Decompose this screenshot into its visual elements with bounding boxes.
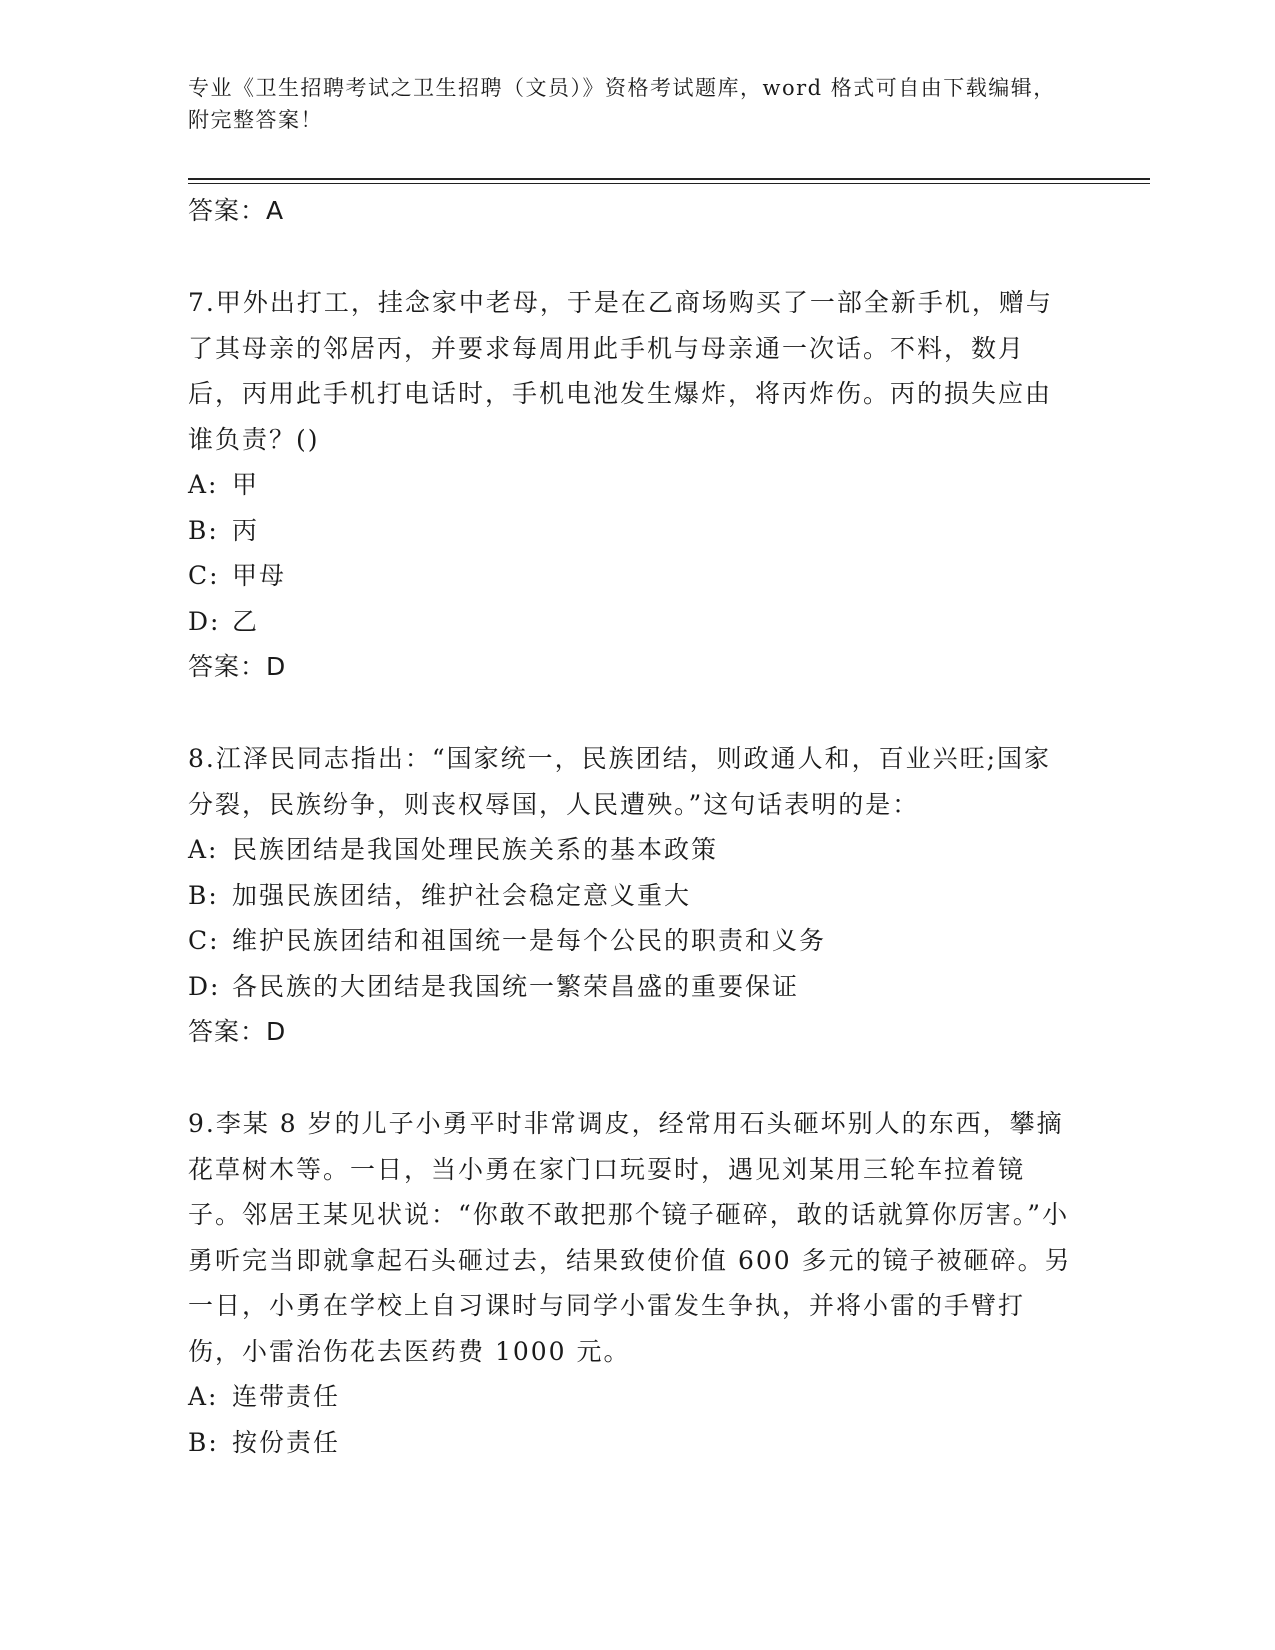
- header-text: 专业《卫生招聘考试之卫生招聘（文员）》资格考试题库，word 格式可自由下载编辑，附完整答案！: [188, 76, 1056, 132]
- option-b: [188, 873, 1078, 919]
- option-key: A:: [188, 835, 219, 864]
- question-9: 9.李某 8 岁的儿子小勇平时非常调皮，经常用石头砸坏别人的东西，攀摘花草树木等。一日，当小勇在家门口玩耍时，遇见刘某用三轮车拉着镜子。邻居王某见状说：“你敢不敢把那个镜子砸碎，敢的话就算你厉害。”小勇听完当即就拿起石头砸过去，结果致使价值 600 多元的镜子被砸碎。另一日，小勇在学校上自习课时与同学小雷发生争执，并将小雷的手臂打伤，小雷治伤花去医药费 1000 元。: [188, 1109, 1072, 1366]
- option-key: B:: [188, 880, 219, 910]
- option-text: 丙: [232, 515, 260, 545]
- option-text: 甲: [232, 470, 260, 499]
- answer-line: 答案：D: [188, 652, 287, 681]
- option-d: [188, 599, 1078, 645]
- header-divider-thick: [188, 178, 1150, 180]
- document-body: [188, 188, 1078, 1465]
- answer-line: 答案：A: [188, 196, 285, 225]
- option-c: [188, 918, 1078, 964]
- option-text: 连带责任: [232, 1382, 341, 1411]
- option-b: [188, 1420, 1078, 1466]
- option-d: [188, 964, 1078, 1010]
- option-key: C:: [188, 926, 220, 955]
- header-divider-thin: [188, 183, 1150, 184]
- option-key: A:: [188, 1382, 219, 1411]
- option-b: [188, 508, 1078, 554]
- option-key: B:: [188, 1427, 219, 1457]
- option-text: 乙: [232, 606, 260, 636]
- question-8: 8.江泽民同志指出：“国家统一，民族团结，则政通人和，百业兴旺;国家分裂，民族纷争，则丧权辱国，人民遭殃。”这句话表明的是：: [188, 744, 1052, 819]
- option-text: 民族团结是我国处理民族关系的基本政策: [232, 835, 719, 864]
- option-text: 甲母: [232, 561, 287, 590]
- option-a: [188, 462, 1078, 508]
- option-text: 加强民族团结，维护社会稳定意义重大: [232, 880, 692, 910]
- option-text: 维护民族团结和祖国统一是每个公民的职责和义务: [232, 926, 827, 955]
- option-a: [188, 1374, 1078, 1420]
- option-a: [188, 827, 1078, 873]
- option-key: D:: [188, 971, 221, 1001]
- option-key: C:: [188, 561, 220, 590]
- answer-line: 答案：D: [188, 1017, 287, 1046]
- option-key: A:: [188, 470, 219, 499]
- option-text: 按份责任: [232, 1427, 341, 1457]
- option-c: [188, 553, 1078, 599]
- option-key: D:: [188, 606, 221, 636]
- question-7: 7.甲外出打工，挂念家中老母，于是在乙商场购买了一部全新手机，赠与了其母亲的邻居丙，并要求每周用此手机与母亲通一次话。不料，数月后，丙用此手机打电话时，手机电池发生爆炸，将丙炸伤。丙的损失应由谁负责？(): [188, 288, 1053, 454]
- option-text: 各民族的大团结是我国统一繁荣昌盛的重要保证: [232, 971, 800, 1001]
- document-header: [188, 72, 1068, 136]
- option-key: B:: [188, 515, 219, 545]
